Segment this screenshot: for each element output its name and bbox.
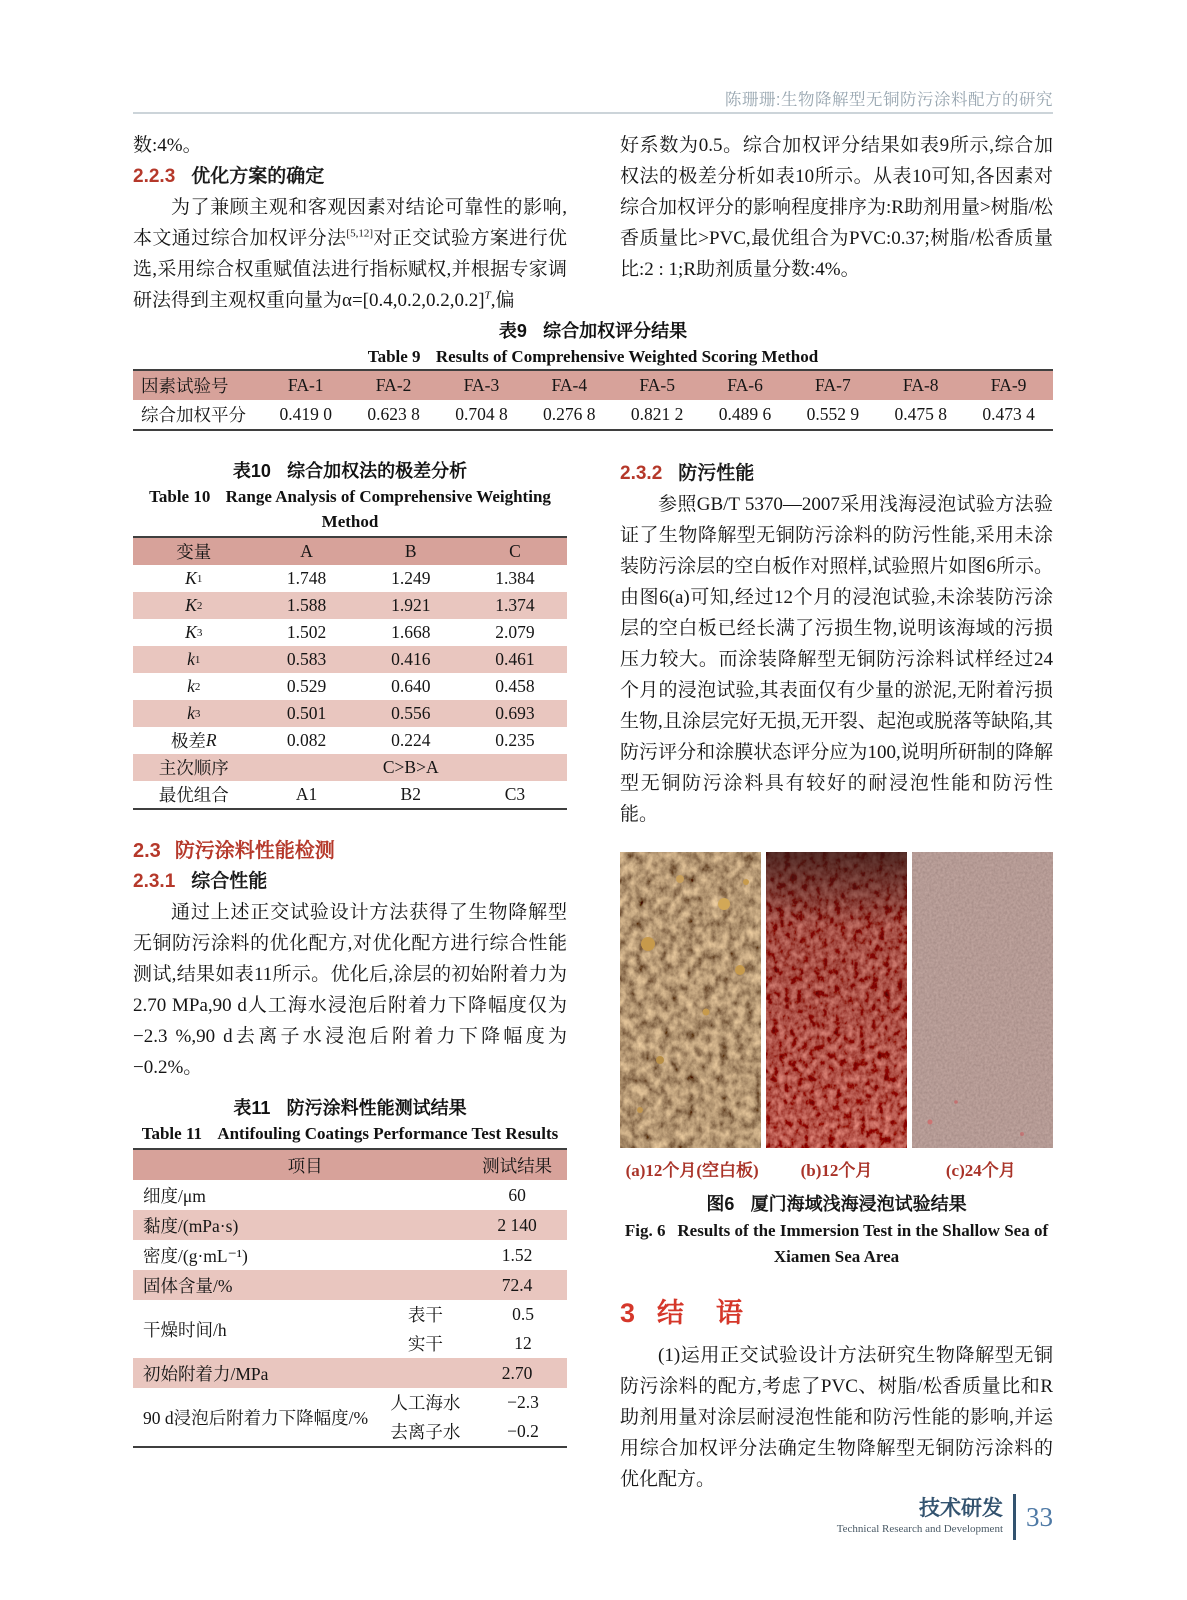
table10-data-row: [133, 592, 567, 619]
table11-caption-zh: [133, 1095, 567, 1121]
table11-subrows: [372, 1300, 567, 1358]
heading-title: 防污涂料性能检测: [174, 840, 335, 862]
figure6-photo-captions: [620, 1156, 1053, 1181]
table9-title-zh: 综合加权评分结果: [543, 321, 688, 341]
table9-value-cell: 0.419 0: [279, 404, 332, 424]
table10-value-cell: 0.235: [495, 730, 535, 750]
table10-value-cell: 0.556: [391, 703, 431, 723]
heading-title: 综合性能: [191, 871, 268, 892]
table10-caption-en: [133, 484, 567, 509]
para-text: 为了兼顾主观和客观因素对结论可靠性的影响,本文通过综合加权评分法: [133, 197, 567, 249]
table11-data-row: [133, 1240, 567, 1270]
table10-header-cell: 变量: [176, 542, 212, 562]
table11-value-cell: 2 140: [497, 1214, 537, 1235]
table11-label-en: Table 11: [141, 1124, 203, 1143]
table9-header-cell: 因素试验号: [141, 376, 229, 396]
table11-title-en: Antifouling Coatings Performance Test Results: [217, 1124, 559, 1143]
table11-subrow: [372, 1417, 567, 1446]
left-column-top: [133, 130, 567, 316]
table10-data-row: [133, 700, 567, 727]
table10-caption-en-line2: Method: [321, 512, 379, 531]
photo-coated-panel-12-months: [766, 852, 907, 1148]
table11-subrow: [372, 1388, 567, 1417]
right-column-main: [620, 458, 1053, 1495]
table10-data-row: [133, 673, 567, 700]
table10-label-zh: 表10: [232, 461, 271, 481]
paragraph-conclusion: (1)运用正交试验设计方法研究生物降解型无铜防污涂料的配方,考虑了PVC、树脂/松香质量比和R助剂用量对涂层耐浸泡性能和防污性能的影响,并运用综合加权评分法确定生物降解型无铜防污涂料的优化配方。: [620, 1345, 1053, 1490]
footer-column-zh: 技术研发: [919, 1497, 1003, 1520]
table11-sub-value: −2.3: [507, 1392, 539, 1412]
paragraph-optimization: [133, 192, 567, 316]
table11-data-row: [133, 1180, 567, 1210]
page-number: 33: [1026, 1501, 1053, 1532]
table10-best-row: [133, 781, 567, 808]
table10-value-cell: 1.384: [495, 568, 535, 588]
table9-value-cell: 0.475 8: [894, 404, 947, 424]
figure6-caption-en: [620, 1218, 1053, 1244]
table11-caption-en: [133, 1121, 567, 1146]
table9-value-cell: 0.623 8: [367, 404, 420, 424]
heading-number: 2.3.2: [620, 463, 663, 484]
table11-header-cell: 项目: [287, 1155, 323, 1176]
table10-row-label: k 1: [187, 649, 201, 669]
table10-value-cell: 0.458: [495, 676, 535, 696]
table9-header-cell: FA-5: [639, 375, 675, 395]
heading-3-conclusion: [620, 1296, 1053, 1330]
table11-value-cell: 1.52: [501, 1244, 533, 1265]
table11-row-label: 90 d浸泡后附着力下降幅度/%: [143, 1407, 369, 1428]
heading-title: 优化方案的确定: [191, 166, 325, 187]
page-footer: [133, 1494, 1053, 1540]
heading-2-3: [133, 836, 567, 866]
table11-row-label: 固体含量/%: [143, 1275, 233, 1296]
table10-row-label: 最优组合: [158, 785, 229, 805]
figure6-caption-en-line2: Xiamen Sea Area: [773, 1247, 900, 1266]
table9-value-cell: 0.473 4: [982, 404, 1035, 424]
table10-row-label: 主次顺序: [158, 758, 229, 778]
table10-title-zh: 综合加权法的极差分析: [287, 461, 468, 481]
table10-value-cell: 1.502: [286, 622, 327, 642]
heading-number: 2.3.1: [133, 871, 176, 892]
figure6-caption-zh: [620, 1191, 1053, 1218]
heading-2-2-3: [133, 161, 567, 192]
table9-label-en: Table 9: [367, 347, 421, 366]
table9-data-row: [133, 400, 1053, 429]
table11-group-row: [133, 1388, 567, 1446]
table10-value-cell: 1.668: [391, 622, 431, 642]
table10-header-cell: C: [509, 541, 521, 561]
transpose-superscript: T: [484, 289, 491, 302]
table11-value-cell: 2.70: [501, 1362, 533, 1383]
table10-value-cell: 1.249: [391, 568, 431, 588]
table10-best-value: C3: [504, 784, 526, 804]
table11-row-label: 黏度/(mPa·s): [143, 1215, 239, 1236]
table10-data-row: [133, 619, 567, 646]
table10-header-cell: B: [404, 541, 417, 561]
table11-value-cell: 72.4: [501, 1274, 533, 1295]
para-text: ,偏: [490, 290, 515, 311]
table10-value-cell: 0.501: [286, 703, 327, 723]
table9-header-cell: FA-3: [463, 375, 500, 395]
table10-value-cell: 1.921: [391, 595, 431, 615]
table9-header-cell: FA-2: [375, 375, 412, 395]
table9-value-cell: 0.552 9: [806, 404, 860, 424]
table11-subrow: [372, 1300, 567, 1329]
table10-label-en: Table 10: [149, 487, 211, 506]
table10-value-cell: 0.640: [391, 676, 431, 696]
table9-header-cell: FA-6: [727, 375, 763, 395]
table11-label-zh: 表11: [233, 1098, 271, 1118]
table9-value-cell: 0.276 8: [543, 404, 596, 424]
paragraph-comprehensive-performance: 通过上述正交试验设计方法获得了生物降解型无铜防污涂料的优化配方,对优化配方进行综合性能测试,结果如表11所示。优化后,涂层的初始附着力为2.70 MPa,90 d人工海水浸泡后附着力下降幅度仅为−2.3 %,90 d去离子水浸泡后附着力下降幅度为−0.2%。: [133, 902, 567, 1078]
table10-title-en: Range Analysis of Comprehensive Weighting: [225, 487, 551, 506]
table11-row-label: 细度/μm: [143, 1185, 206, 1206]
table10-caption-zh: [133, 458, 567, 484]
footer-divider-bar: [1013, 1494, 1016, 1540]
figure6-label-zh: 图6: [706, 1194, 735, 1214]
table9: [133, 369, 1053, 431]
table9-header-cell: FA-4: [551, 375, 588, 395]
table10-value-cell: 0.461: [495, 649, 535, 669]
table11-sub-value: −0.2: [507, 1421, 539, 1441]
table11-header-row: [133, 1150, 567, 1180]
table9-caption-zh: [133, 318, 1053, 344]
table11-sub-label: 人工海水: [390, 1393, 461, 1413]
table11-data-row: [133, 1210, 567, 1240]
heading-2-3-2: [620, 458, 1053, 489]
table9-caption-en: [133, 344, 1053, 369]
table11-value-cell: 60: [508, 1184, 526, 1205]
heading-2-3-1: [133, 866, 567, 897]
figure6-photos: [620, 852, 1053, 1148]
right-column-top: [620, 130, 1053, 285]
table10-row-label: k 3: [187, 703, 201, 723]
table11-sub-label: 表干: [407, 1305, 443, 1325]
heading-number: 2.3: [133, 840, 161, 862]
table11-row-label: 干燥时间/h: [143, 1319, 227, 1340]
table9-title-en: Results of Comprehensive Weighted Scoring Method: [435, 347, 819, 366]
figure6-title-zh: 厦门海域浅海浸泡试验结果: [750, 1194, 967, 1214]
table10-header-row: [133, 538, 567, 565]
heading-number: 2.2.3: [133, 166, 176, 187]
table10-value-cell: 0.224: [391, 730, 431, 750]
heading-title: 结 语: [657, 1298, 743, 1328]
table10-value-cell: 1.588: [286, 595, 327, 615]
table10-value-cell: 0.583: [286, 649, 327, 669]
table9-row-label: 综合加权平分: [141, 405, 246, 425]
table10-order-value: C>B>A: [382, 757, 439, 777]
citation-superscript: [5,12]: [346, 227, 373, 240]
table11-group-row: [133, 1300, 567, 1358]
table10-value-cell: 0.416: [391, 649, 431, 669]
figure6-label-en: Fig. 6: [624, 1221, 666, 1240]
table10-row-label: 极差 R: [170, 730, 217, 751]
table10: [133, 536, 567, 810]
table11-sub-value: 12: [514, 1333, 532, 1353]
table11-row-label: 密度/(g·mL⁻¹): [143, 1245, 248, 1266]
table11-data-row: [133, 1358, 567, 1388]
table10-data-row: [133, 727, 567, 754]
footer-column-name: [837, 1497, 1003, 1537]
para-text: 对正交试验方案进行优选,采用综合权重赋值法进行指标赋权,并根据专家调研法得到主观权重向量为α=[0.4,0.2,0.2,0.2]: [133, 228, 567, 311]
table11-sub-label: 实干: [407, 1334, 443, 1354]
table10-row-label: k 2: [187, 676, 201, 696]
table11-subrows: [372, 1388, 567, 1446]
table9-block: [133, 318, 1053, 431]
table10-data-row: [133, 646, 567, 673]
table11-subrow: [372, 1329, 567, 1358]
table11-header-cell: 测试结果: [482, 1155, 553, 1176]
running-head-rule: [133, 112, 1053, 114]
table9-header-cell: FA-7: [815, 375, 851, 395]
table10-value-cell: 2.079: [495, 622, 535, 642]
heading-title: 防污性能: [678, 463, 755, 484]
table10-value-cell: 0.082: [286, 730, 327, 750]
table9-header-cell: FA-9: [990, 375, 1027, 395]
figure6-title-en: Results of the Immersion Test in the Shallow Sea of: [677, 1221, 1049, 1240]
photo-caption-c: (c)24个月: [945, 1161, 1016, 1180]
paragraph-weighting-results: 好系数为0.5。综合加权评分结果如表9所示,综合加权法的极差分析如表10所示。从表10可知,各因素对综合加权评分的影响程度排序为:R助剂用量>树脂/松香质量比>PVC,最优组合为PVC:0.37;树脂/松香质量比:2 : 1;R助剂质量分数:4%。: [620, 135, 1053, 280]
table9-value-cell: 0.704 8: [455, 404, 508, 424]
table9-header-row: [133, 371, 1053, 400]
table10-best-value: A1: [295, 784, 318, 804]
table11-title-zh: 防污涂料性能测试结果: [286, 1098, 467, 1118]
table9-header-cell: FA-1: [287, 375, 324, 395]
table11-data-row: [133, 1270, 567, 1300]
table10-value-cell: 0.693: [495, 703, 535, 723]
table10-row-label: K 3: [185, 622, 203, 642]
table10-value-cell: 1.748: [286, 568, 327, 588]
table10-order-row: [133, 754, 567, 781]
table10-value-cell: 1.374: [495, 595, 535, 615]
table10-row-label: K 2: [185, 595, 203, 615]
table11: [133, 1148, 567, 1448]
table10-best-value: B2: [400, 784, 421, 804]
paragraph-antifouling-performance: 参照GB/T 5370—2007采用浅海浸泡试验方法验证了生物降解型无铜防污涂料的防污性能,采用未涂装防污涂层的空白板作对照样,试验照片如图6所示。由图6(a)可知,经过12个月的浸泡试验,未涂装防污涂层的空白板已经长满了污损生物,说明该海域的污损压力较大。而涂装降解型无铜防污涂料试样经过24个月的浸泡试验,其表面仅有少量的淤泥,无附着污损生物,且涂层完好无损,无开裂、起泡或脱落等缺陷,其防污评分和涂膜状态评分应为100,说明所研制的降解型无铜防污涂料具有较好的耐浸泡性能和防污性能。: [620, 494, 1053, 825]
running-head: 陈珊珊:生物降解型无铜防污涂料配方的研究: [724, 91, 1053, 109]
left-column-main: [133, 458, 567, 1448]
table9-value-cell: 0.489 6: [718, 404, 772, 424]
table9-header-cell: FA-8: [902, 375, 939, 395]
photo-coated-panel-24-months: [912, 852, 1053, 1148]
photo-caption-a: (a)12个月(空白板): [625, 1161, 759, 1180]
footer-column-en: Technical Research and Development: [836, 1523, 1003, 1535]
table10-header-cell: A: [300, 541, 313, 561]
photo-caption-b: (b)12个月: [800, 1161, 873, 1180]
table10-row-label: K 1: [185, 568, 203, 588]
carryover-text: 数:4%。: [133, 135, 202, 156]
table11-row-label: 初始附着力/MPa: [143, 1363, 269, 1384]
heading-number: 3: [620, 1298, 636, 1328]
table10-value-cell: 0.529: [286, 676, 327, 696]
table10-data-row: [133, 565, 567, 592]
table11-sub-value: 0.5: [512, 1304, 534, 1324]
table11-sub-label: 去离子水: [390, 1422, 461, 1442]
table9-value-cell: 0.821 2: [630, 404, 684, 424]
photo-blank-panel-12-months: [620, 852, 761, 1148]
table9-label-zh: 表9: [498, 321, 527, 341]
